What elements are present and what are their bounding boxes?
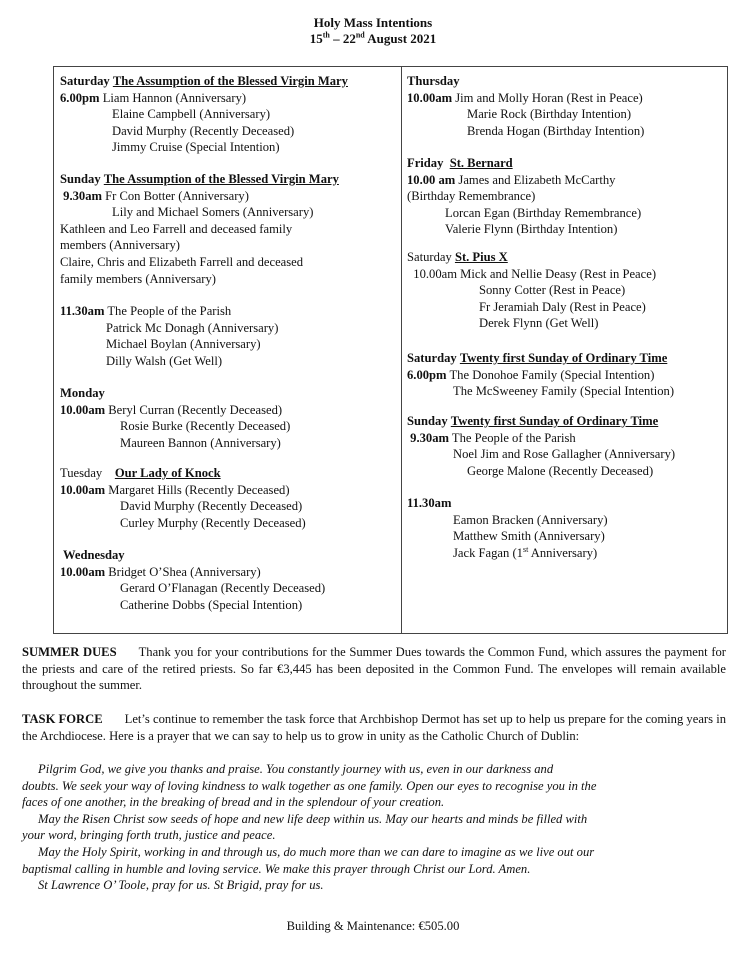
task-force-notice: TASK FORCE Let’s continue to remember the task force that Archbishop Dermot has set up to help us prepare for the coming years in the Archdiocese. Here is a prayer that we can say to help us to grow in unity as the Catholic Church of Dublin:	[22, 712, 726, 743]
sunday-1130-block: 11.30am The People of the Parish Patrick Mc Donagh (Anniversary) Michael Boylan (Anniversary) Dilly Walsh (Get Well)	[60, 304, 279, 368]
friday-block: Friday St. Bernard 10.00 am James and Elizabeth McCarthy (Birthday Remembrance) Lorcan Egan (Birthday Remembrance) Valerie Flynn (Birthday Intention)	[407, 156, 642, 237]
saturday-block: Saturday The Assumption of the Blessed Virgin Mary 6.00pm Liam Hannon (Anniversary) Elaine Campbell (Anniversary) David Murphy (Recently Deceased) Jimmy Cruise (Special Intention)	[60, 74, 348, 155]
sunday-1130-right-block: 11.30am Eamon Bracken (Anniversary) Matthew Smith (Anniversary) Jack Fagan (1st Anniversary)	[407, 496, 608, 560]
task-force-prayer: Pilgrim God, we give you thanks and praise. You constantly journey with us, even in our darkness and doubts. We seek your way of loving kindness to walk together as one family. Open our eyes to recognise you in the faces of one another, in the breaking of bread and in the splendour of your creation. May the Risen Christ sow seeds of hope and new life deep within us. May our hearts and minds be filled with your word, bringing forth truth, justice and peace. May the Holy Spirit, working in and through us, do much more than we can dare to imagine as we live out our baptismal calling in humble and loving service. We make this prayer through Christ our Lord. Amen. St Lawrence O’ Toole, pray for us. St Brigid, pray for us.	[22, 762, 597, 893]
wednesday-masses: 10.00am Bridget O’Shea (Anniversary) Gerard O’Flanagan (Recently Deceased) Catherine Dobbs (Special Intention)	[60, 564, 326, 612]
wednesday-block: Wednesday	[63, 548, 125, 562]
date-range: 15th – 22nd August 2021	[309, 30, 437, 46]
column-divider	[401, 67, 402, 633]
summer-dues-notice: SUMMER DUES Thank you for your contributions for the Summer Dues towards the Common Fund, which assures the payment for the priests and care of the retired priests. So far €3,445 has been deposited in the Common Fund. The envelopes will remain available throughout the summer.	[22, 645, 726, 693]
tuesday-block: Tuesday Our Lady of Knock 10.00am Margaret Hills (Recently Deceased) David Murphy (Recently Deceased) Curley Murphy (Recently Deceased)	[60, 466, 306, 530]
page-title: Holy Mass Intentions	[313, 15, 433, 30]
sunday-block: Sunday The Assumption of the Blessed Virgin Mary 9.30am Fr Con Botter (Anniversary) Lily and Michael Somers (Anniversary) Kathleen and Leo Farrell and deceased family members (Anniversary) Claire, Chris and Elizabeth Farrell and deceased family members (Anniversary)	[60, 172, 339, 286]
saturday-vigil-block: Saturday Twenty first Sunday of Ordinary Time 6.00pm The Donohoe Family (Special Intention) The McSweeney Family (Special Intention)	[407, 351, 675, 399]
building-maintenance-total: Building & Maintenance: €505.00	[286, 919, 460, 933]
sunday-ordinary-block: Sunday Twenty first Sunday of Ordinary Time 9.30am The People of the Parish Noel Jim and Rose Gallagher (Anniversary) George Malone (Recently Deceased)	[407, 414, 676, 478]
saturday-pius-block: Saturday St. Pius X 10.00am Mick and Nellie Deasy (Rest in Peace) Sonny Cotter (Rest in Peace) Fr Jeramiah Daly (Rest in Peace) Derek Flynn (Get Well)	[407, 250, 657, 331]
thursday-block: Thursday 10.00am Jim and Molly Horan (Rest in Peace) Marie Rock (Birthday Intention) Brenda Hogan (Birthday Intention)	[407, 74, 645, 138]
monday-block: Monday 10.00am Beryl Curran (Recently Deceased) Rosie Burke (Recently Deceased) Maureen Bannon (Anniversary)	[60, 386, 291, 450]
mass-schedule-table	[53, 66, 728, 634]
